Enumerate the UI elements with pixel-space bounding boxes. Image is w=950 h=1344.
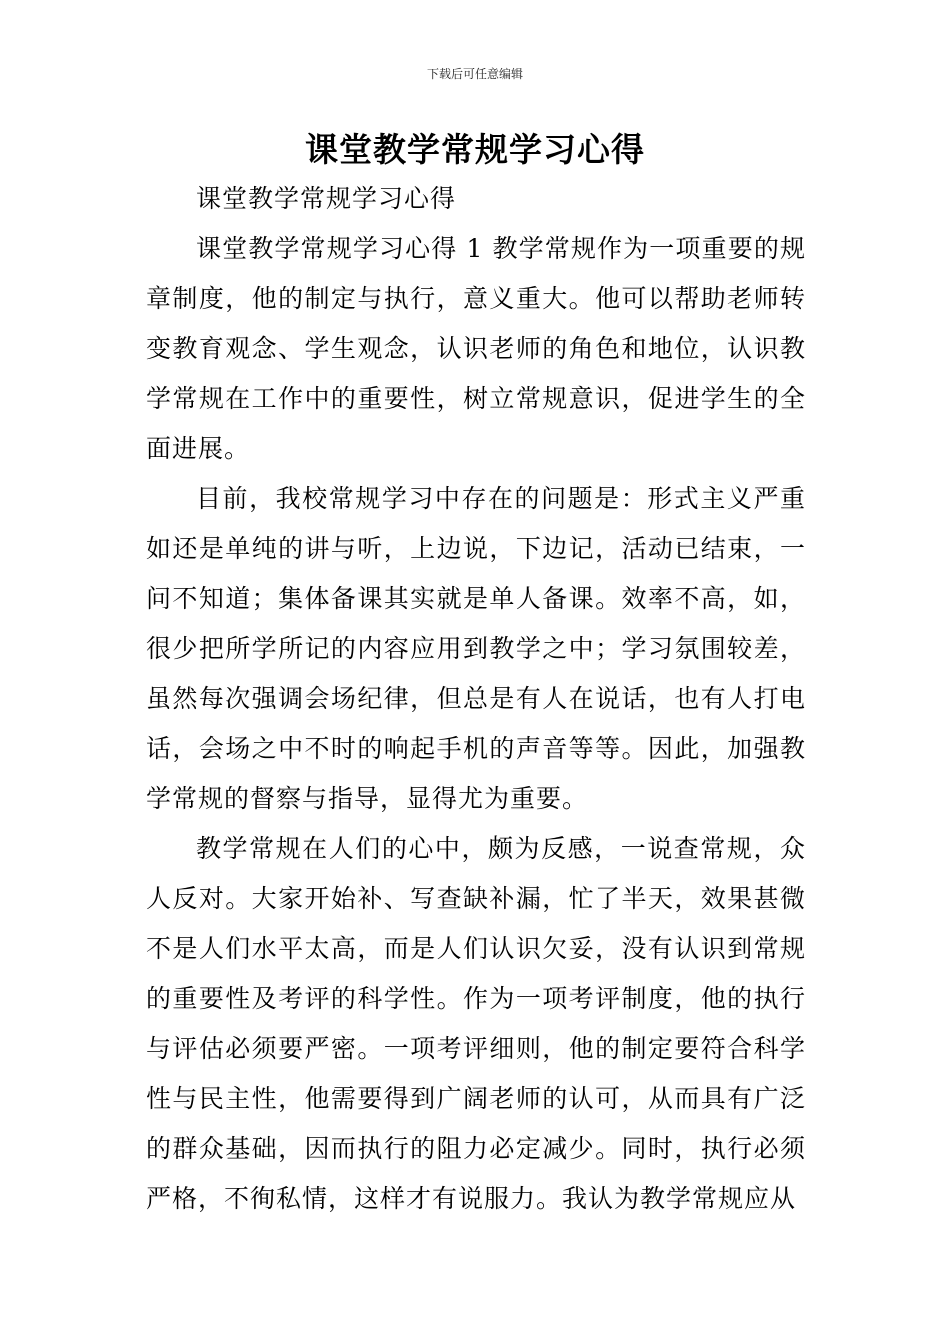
- paragraph: 目前，我校常规学习中存在的问题是：形式主义严重如还是单纯的讲与听，上边说，下边记，活动已结束，一问不知道；集体备课其实就是单人备课。效率不高，如，很少把所学所记的内容应用到教学之中；学习氛围较差，虽然每次强调会场纪律，但总是有人在说话，也有人打电话，会场之中不时的响起手机的声音等等。因此，加强教学常规的督察与指导，显得尤为重要。: [146, 484, 806, 813]
- document-title: 课堂教学常规学习心得: [305, 130, 645, 169]
- paragraph: 教学常规在人们的心中，颇为反感，一说查常规，众人反对。大家开始补、写查缺补漏，忙了半天，效果甚微不是人们水平太高，而是人们认识欠妥，没有认识到常规的重要性及考评的科学性。作为一项考评制度，他的执行与评估必须要严密。一项考评细则，他的制定要符合科学性与民主性，他需要得到广阔老师的认可，从而具有广泛的群众基础，因而执行的阻力必定减少。同时，执行必须严格，不徇私情，这样才有说服力。我认为教学常规应从: [146, 834, 806, 1213]
- header-note: 下载后可任意编辑: [426, 67, 523, 81]
- document-body: [146, 174, 806, 1224]
- paragraph: 课堂教学常规学习心得 1 教学常规作为一项重要的规章制度，他的制定与执行，意义重大。他可以帮助老师转变教育观念、学生观念，认识老师的角色和地位，认识教学常规在工作中的重要性，树立常规意识，促进学生的全面进展。: [146, 234, 806, 463]
- paragraph-subtitle: 课堂教学常规学习心得: [196, 184, 457, 213]
